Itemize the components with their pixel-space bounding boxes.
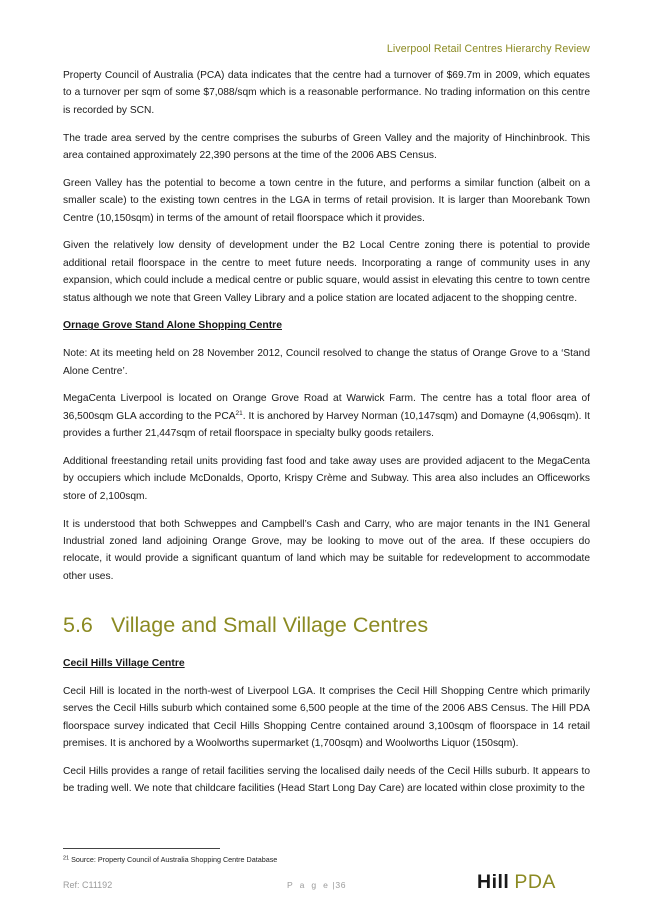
upper-body — [63, 67, 590, 596]
subheading-orange-grove: Ornage Grove Stand Alone Shopping Centre — [63, 320, 282, 332]
section-number: 5.6 — [63, 613, 93, 637]
paragraph-council-note: Note: At its meeting held on 28 November 2012, Council resolved to change the status of Orange Grove to a ‘Stand Alone Centre’. — [63, 348, 590, 377]
reference-code: Ref: C11192 — [63, 880, 113, 890]
megacenta-text-end: . It is anchored by Harvey Norman (10,147sqm) and Domayne (4,906sqm). It provides a further 21,447sqm of retail floorspace in specialty bulky goods retailers. — [63, 410, 590, 440]
paragraph-freestanding-retail: Additional freestanding retail units providing fast food and take away uses are provided adjacent to the MegaCenta by occupiers which include McDonalds, Oporto, Krispy Crème and Subway. This area also includes an Officeworks store of 2,100sqm. — [63, 456, 590, 502]
footnote — [63, 855, 277, 864]
footnote-divider — [63, 848, 220, 849]
paragraph-b2-zoning: Given the relatively low density of development under the B2 Local Centre zoning there is potential to provide additional retail floorspace in the centre to meet future needs. Incorporating a range of community uses in any expansion, which could include a medical centre or public square, would assist in elevating this centre to town centre status although we note that Green Valley Library and a police station are located adjacent to the shopping centre. — [63, 240, 590, 304]
paragraph-pca-turnover: Property Council of Australia (PCA) data indicates that the centre had a turnover of $69.7m in 2009, which equates to a turnover per sqm of some $7,088/sqm which is a reasonable performance. No trading information on this centre is recorded by SCN. — [63, 70, 590, 116]
hill-pda-logo — [477, 871, 556, 894]
section-heading — [63, 613, 428, 638]
paragraph-green-valley-potential: Green Valley has the potential to become a town centre in the future, and performs a similar function (albeit on a smaller scale) to the existing town centres in the LGA in terms of retail provision. It is larger than Moorebank Town Centre (10,150sqm) in terms of the amount of retail floorspace which it provides. — [63, 177, 590, 224]
page-label: P a g e — [287, 880, 331, 890]
page-separator: | — [332, 880, 335, 890]
paragraph-cecil-hills-facilities: Cecil Hills provides a range of retail facilities serving the localised daily needs of the Cecil Hills suburb. It appears to be trading well. We note that childcare facilities (Head Start Long Day Care) are located within close proximity to the — [63, 765, 590, 795]
section-title: Village and Small Village Centres — [111, 613, 429, 637]
page-number — [287, 880, 346, 890]
lower-body — [63, 655, 590, 808]
subheading-cecil-hills: Cecil Hills Village Centre — [63, 658, 185, 669]
footnote-number: 21 — [63, 855, 70, 862]
paragraph-megacenta — [63, 390, 590, 442]
paragraph-trade-area: The trade area served by the centre comprises the suburbs of Green Valley and the majority of Hinchinbrook. This area contained approximately 22,390 persons at the time of the 2006 ABS Census. — [63, 132, 590, 162]
logo-word-hill: Hill — [477, 871, 510, 893]
page-number-value: 36 — [335, 880, 346, 890]
paragraph-cecil-hill-location: Cecil Hill is located in the north-west of Liverpool LGA. It comprises the Cecil Hill Shopping Centre which primarily serves the Cecil Hills suburb which contained some 6,500 people at the time of the 2006 ABS Census. The Hill PDA floorspace survey indicated that Cecil Hills Shopping Centre contained around 3,100sqm of floorspace in 14 retail premises. It is anchored by a Woolworths supermarket (1,700sqm) and Woolworths Liquor (150sqm). — [63, 685, 590, 750]
paragraph-schweppes-campbells: It is understood that both Schweppes and Campbell’s Cash and Carry, who are major tenants in the IN1 General Industrial zoned land adjoining Orange Grove, may be looking to move out of the area. If these occupiers do relocate, it would provide a significant quantum of land which may be suitable for redevelopment to accommodate other uses. — [63, 518, 590, 582]
footnote-text: Source: Property Council of Australia Shopping Centre Database — [69, 855, 278, 864]
logo-word-pda: PDA — [514, 871, 556, 893]
megacenta-text-start: MegaCenta Liverpool is located on Orange Grove Road at Warwick Farm. The centre has a total floor area of 36,500sqm GLA according to the PCA — [63, 393, 590, 422]
running-header: Liverpool Retail Centres Hierarchy Review — [386, 43, 590, 55]
footnote-reference[interactable]: 21 — [235, 409, 243, 417]
